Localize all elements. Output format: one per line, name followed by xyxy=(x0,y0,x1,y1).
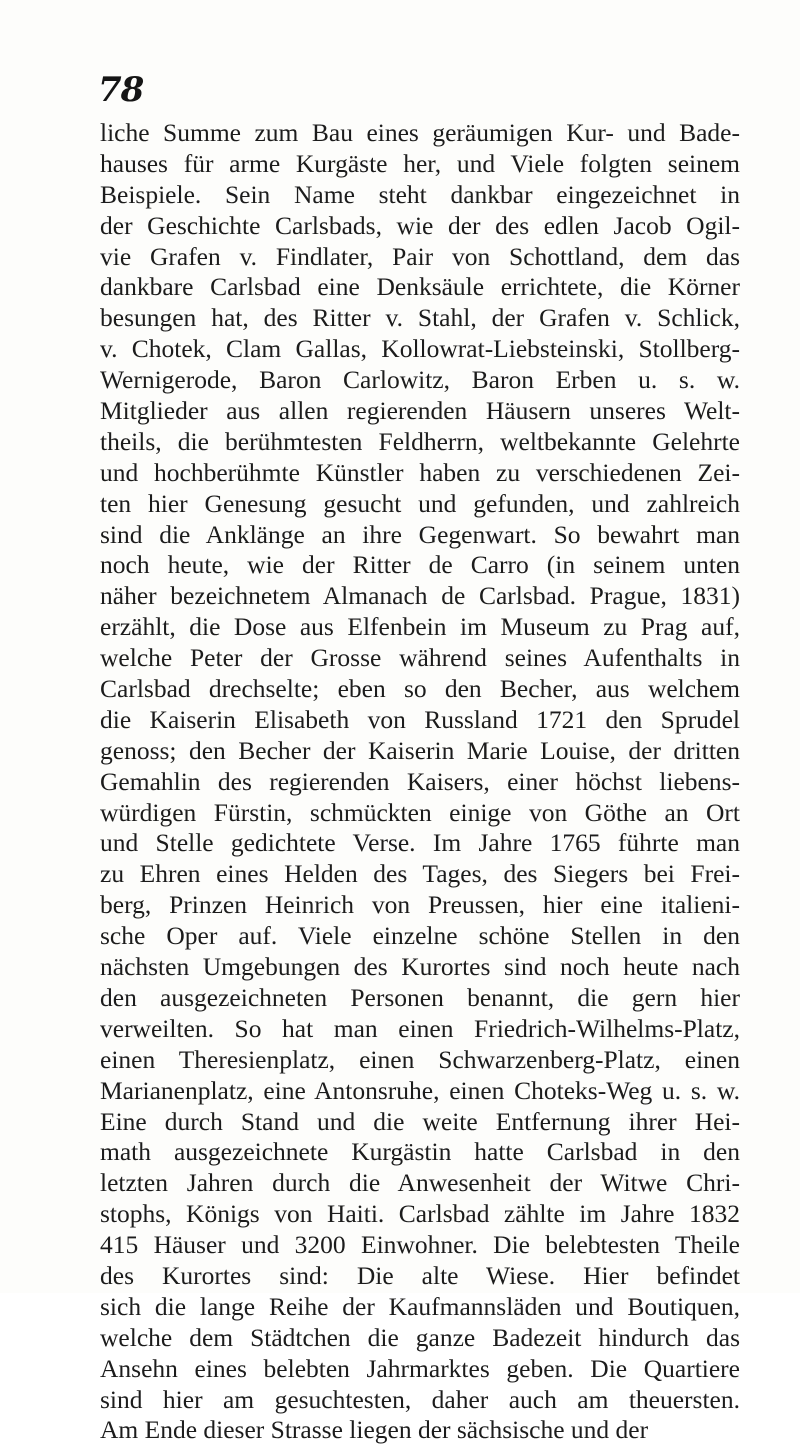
text-line: sind die Anklänge an ihre Gegenwart. So bewahrt man xyxy=(100,519,740,549)
text-line: genoss; den Becher der Kaiserin Marie Louise, der dritten xyxy=(100,735,740,765)
text-line: Carlsbad drechselte; eben so den Becher, aus welchem xyxy=(100,674,740,704)
text-line: des Kurortes sind: Die alte Wiese. Hier befindet xyxy=(100,1260,740,1290)
text-line: Am Ende dieser Strasse liegen der sächsische und der xyxy=(100,1415,649,1445)
text-line: ten hier Genesung gesucht und gefunden, und zahlreich xyxy=(100,488,740,518)
page-number: 78 xyxy=(98,70,144,110)
text-line: welche Peter der Grosse während seines Aufenthalts in xyxy=(100,643,740,673)
text-line: sind hier am gesuchtesten, daher auch am theuersten. xyxy=(100,1384,740,1414)
text-line: Mitglieder aus allen regierenden Häusern unseres Welt- xyxy=(100,396,740,426)
text-line: sich die lange Reihe der Kaufmannsläden und Boutiquen, xyxy=(100,1291,740,1321)
text-line: Marianenplatz, eine Antonsruhe, einen Choteks-Weg u. s. w. xyxy=(100,1075,740,1105)
text-line: die Kaiserin Elisabeth von Russland 1721 den Sprudel xyxy=(100,704,740,734)
text-line: zu Ehren eines Helden des Tages, des Siegers bei Frei- xyxy=(100,859,740,889)
text-line: erzählt, die Dose aus Elfenbein im Museum zu Prag auf, xyxy=(100,612,740,642)
text-line: v. Chotek, Clam Gallas, Kollowrat-Liebsteinski, Stollberg- xyxy=(100,334,740,364)
text-line: würdigen Fürstin, schmückten einige von Göthe an Ort xyxy=(100,797,740,827)
text-line: theils, die berühmtesten Feldherrn, weltbekannte Gelehrte xyxy=(100,426,740,456)
text-line: der Geschichte Carlsbads, wie der des edlen Jacob Ogil- xyxy=(100,210,740,240)
text-line: dankbare Carlsbad eine Denksäule errichtete, die Körner xyxy=(100,272,740,302)
text-line: Eine durch Stand und die weite Entfernung ihrer Hei- xyxy=(100,1106,740,1136)
text-line: stophs, Königs von Haiti. Carlsbad zählte im Jahre 1832 xyxy=(100,1199,740,1229)
text-line: und hochberühmte Künstler haben zu verschiedenen Zei- xyxy=(100,457,740,487)
text-line: math ausgezeichnete Kurgästin hatte Carlsbad in den xyxy=(100,1137,740,1167)
text-line: verweilten. So hat man einen Friedrich-Wilhelms-Platz, xyxy=(100,1013,740,1043)
text-line: sche Oper auf. Viele einzelne schöne Stellen in den xyxy=(100,921,740,951)
text-line: welche dem Städtchen die ganze Badezeit hindurch das xyxy=(100,1322,740,1352)
text-line: Wernigerode, Baron Carlowitz, Baron Erben u. s. w. xyxy=(100,365,740,395)
text-line: Ansehn eines belebten Jahrmarktes geben. Die Quartiere xyxy=(100,1353,740,1383)
text-line: liche Summe zum Bau eines geräumigen Kur- und Bade- xyxy=(100,118,740,147)
text-line: 415 Häuser und 3200 Einwohner. Die belebtesten Theile xyxy=(100,1230,740,1260)
text-line: berg, Prinzen Heinrich von Preussen, hier eine italieni- xyxy=(100,890,740,920)
body-text xyxy=(100,118,740,1446)
text-line: noch heute, wie der Ritter de Carro (in seinem unten xyxy=(100,550,740,580)
text-line: einen Theresienplatz, einen Schwarzenberg-Platz, einen xyxy=(100,1044,740,1074)
text-line: letzten Jahren durch die Anwesenheit der Witwe Chri- xyxy=(100,1168,740,1198)
text-line: hauses für arme Kurgäste her, und Viele folgten seinem xyxy=(100,148,740,178)
text-line: näher bezeichnetem Almanach de Carlsbad. Prague, 1831) xyxy=(100,581,740,611)
text-line: den ausgezeichneten Personen benannt, die gern hier xyxy=(100,982,740,1012)
text-line: vie Grafen v. Findlater, Pair von Schottland, dem das xyxy=(100,241,740,271)
text-line: nächsten Umgebungen des Kurortes sind noch heute nach xyxy=(100,952,740,982)
text-line: Beispiele. Sein Name steht dankbar eingezeichnet in xyxy=(100,179,740,209)
text-line: besungen hat, des Ritter v. Stahl, der Grafen v. Schlick, xyxy=(100,303,740,333)
text-line: und Stelle gedichtete Verse. Im Jahre 1765 führte man xyxy=(100,828,740,858)
text-line: Gemahlin des regierenden Kaisers, einer höchst liebens- xyxy=(100,766,740,796)
